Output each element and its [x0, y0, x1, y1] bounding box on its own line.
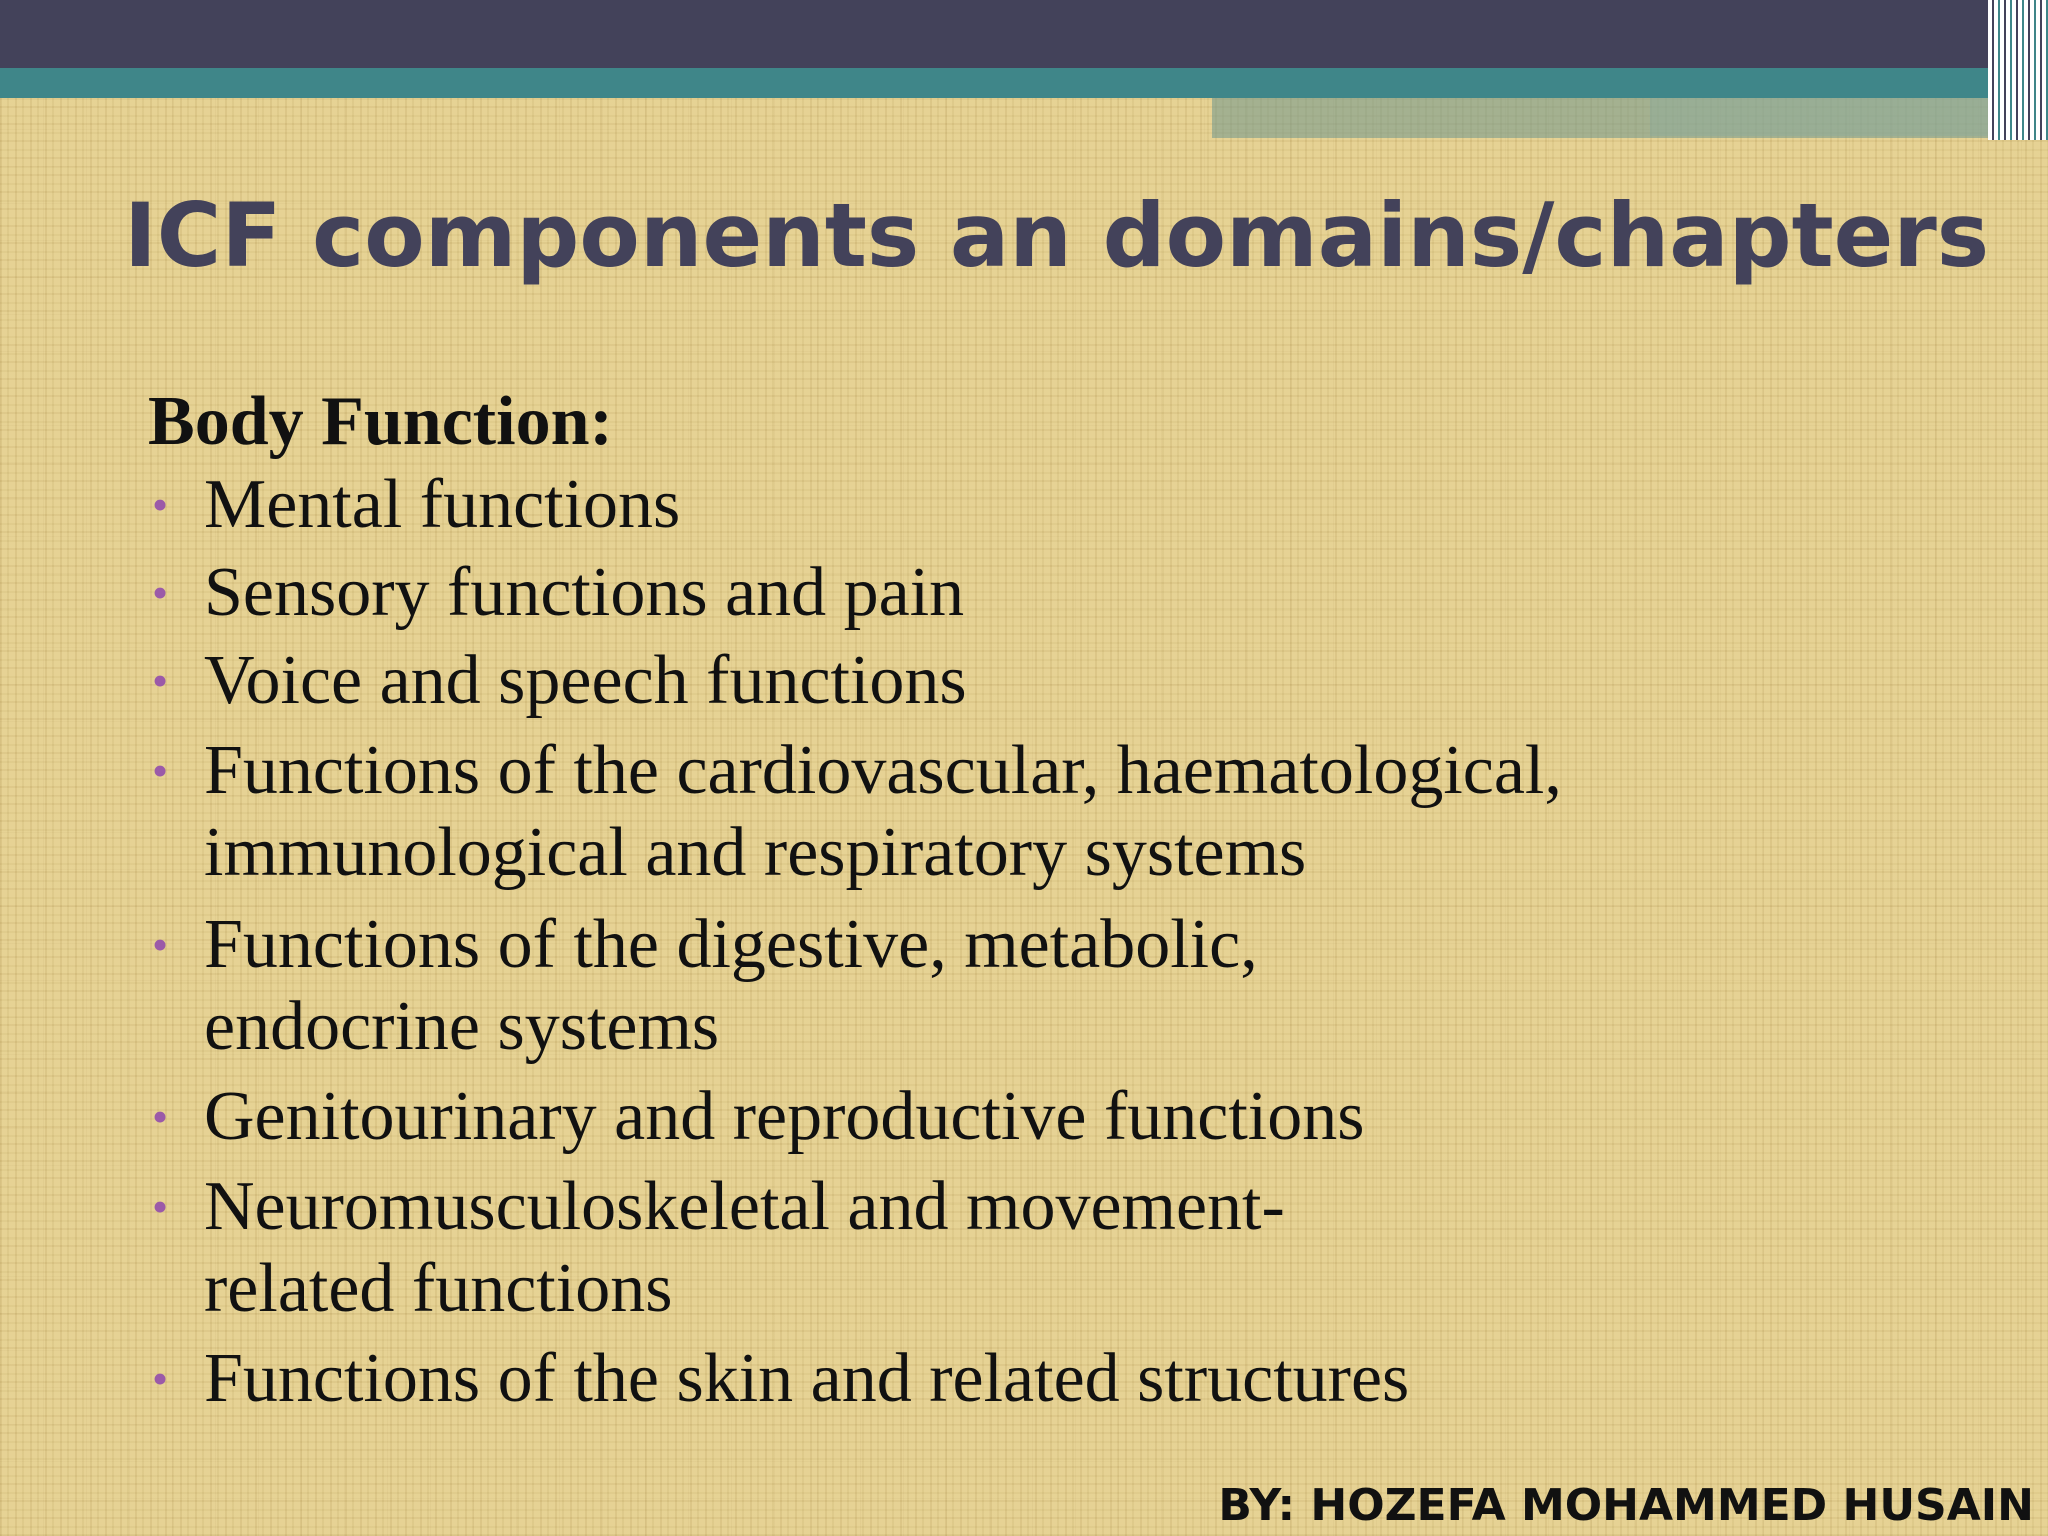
accent-stripe: [0, 68, 2000, 98]
bullet-item: [148, 642, 1988, 720]
bullet-dot-icon: •: [152, 745, 169, 796]
bullet-text: Neuromusculoskeletal and movement-related functions: [204, 1168, 1285, 1327]
bullet-item: [148, 904, 1988, 1068]
bullet-item: [148, 554, 1988, 632]
bullet-text: Mental functions: [204, 466, 681, 543]
author-credit: BY: HOZEFA MOHAMMED HUSAIN: [1218, 1480, 2034, 1531]
section-heading: Body Function:: [148, 383, 613, 460]
bullet-text: Genitourinary and reproductive functions: [204, 1078, 1365, 1155]
corner-stripes: [1988, 0, 2048, 140]
bullet-dot-icon: •: [152, 479, 169, 530]
bullet-item: [148, 466, 1988, 544]
top-decorative-bar: [0, 0, 2048, 68]
bullet-text: Functions of the skin and related structures: [204, 1340, 1410, 1417]
bullet-dot-icon: •: [152, 1091, 169, 1142]
bullet-text: Functions of the digestive, metabolic, endocrine systems: [204, 906, 1258, 1065]
bullet-dot-icon: •: [152, 919, 169, 970]
slide-title: ICF components an domains/chapters: [124, 184, 1990, 287]
bullet-dot-icon: •: [152, 655, 169, 706]
bullet-item: [148, 730, 1988, 894]
bullet-text: Sensory functions and pain: [204, 554, 965, 631]
bullet-item: [148, 1078, 1988, 1156]
bullet-item: [148, 1340, 1988, 1418]
bullet-text: Voice and speech functions: [204, 642, 967, 719]
slide-body: [148, 380, 1988, 1428]
accent-tab-highlight: [1650, 98, 2002, 136]
bullet-list: [148, 466, 1988, 1418]
bullet-dot-icon: •: [152, 567, 169, 618]
bullet-item: [148, 1166, 1988, 1330]
bullet-dot-icon: •: [152, 1181, 169, 1232]
bullet-dot-icon: •: [152, 1353, 169, 1404]
bullet-text: Functions of the cardiovascular, haematological, immunological and respiratory systems: [204, 732, 1562, 891]
